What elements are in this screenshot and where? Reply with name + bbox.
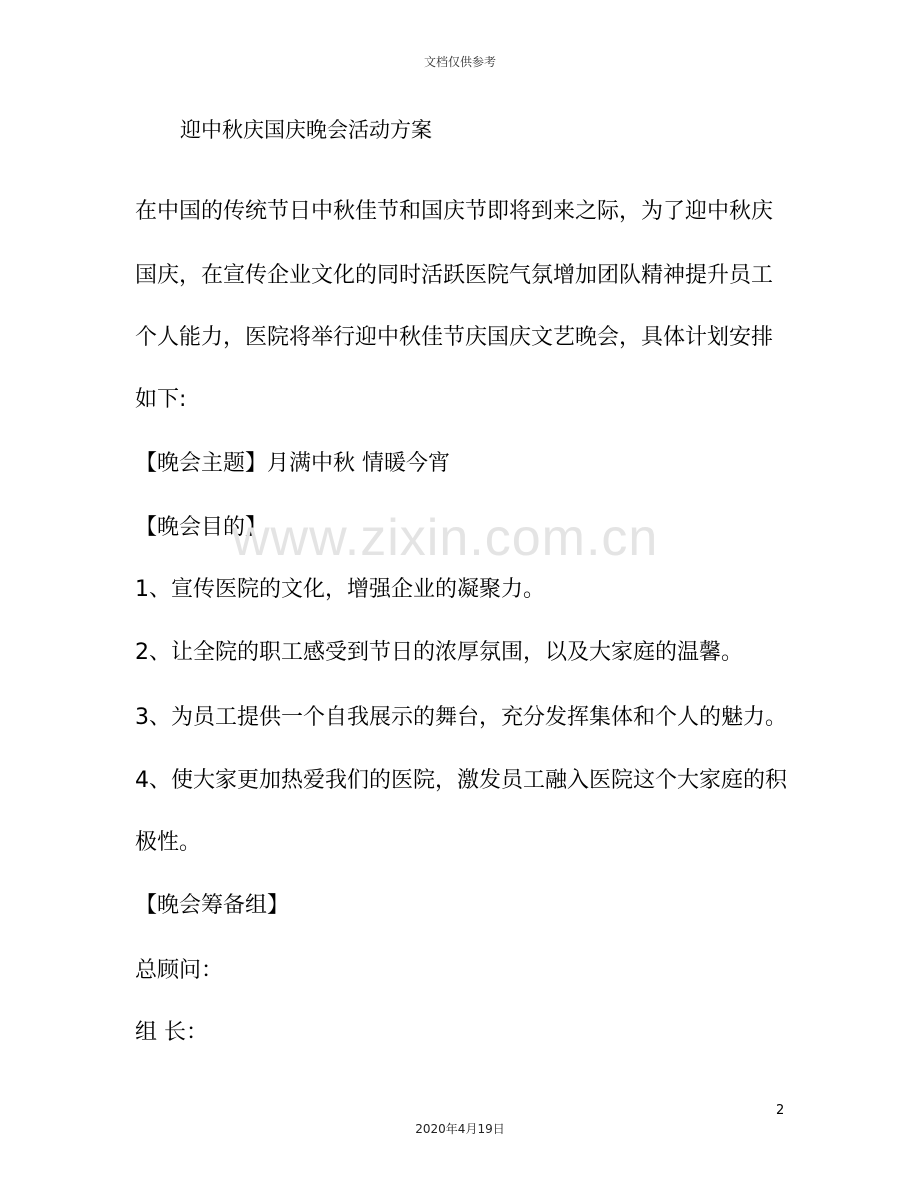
field-team-leader: 组 长： — [135, 1020, 208, 1045]
body-line: 国庆，在宣传企业文化的同时活跃医院气氛增加团队精神提升员工 — [135, 263, 774, 288]
field-general-advisor: 总顾问： — [135, 958, 224, 983]
body-line: 在中国的传统节日中秋佳节和国庆节即将到来之际，为了迎中秋庆 — [135, 199, 774, 224]
section-heading-committee: 【晚会筹备组】 — [135, 893, 290, 918]
list-item-continuation: 极性。 — [135, 830, 202, 855]
watermark: www.zixin.com.cn — [232, 509, 659, 567]
list-item: 4、使大家更加热爱我们的医院，激发员工融入医院这个大家庭的积 — [135, 768, 787, 793]
body-line: 如下: — [135, 387, 187, 412]
body-line: 个人能力，医院将举行迎中秋佳节庆国庆文艺晚会，具体计划安排 — [135, 325, 774, 350]
list-item: 1、宣传医院的文化，增强企业的凝聚力。 — [135, 577, 545, 602]
section-heading-theme: 【晚会主题】月满中秋 情暖今宵 — [135, 451, 450, 476]
list-item: 2、让全院的职工感受到节日的浓厚氛围，以及大家庭的温馨。 — [135, 640, 743, 665]
section-heading-purpose: 【晚会目的】 — [135, 515, 268, 540]
document-title: 迎中秋庆国庆晚会活动方案 — [180, 118, 432, 142]
page-number: 2 — [776, 1103, 785, 1118]
header-note: 文档仅供参考 — [423, 55, 496, 69]
footer-date: 2020年4月19日 — [415, 1122, 505, 1136]
list-item: 3、为员工提供一个自我展示的舞台，充分发挥集体和个人的魅力。 — [135, 705, 787, 730]
